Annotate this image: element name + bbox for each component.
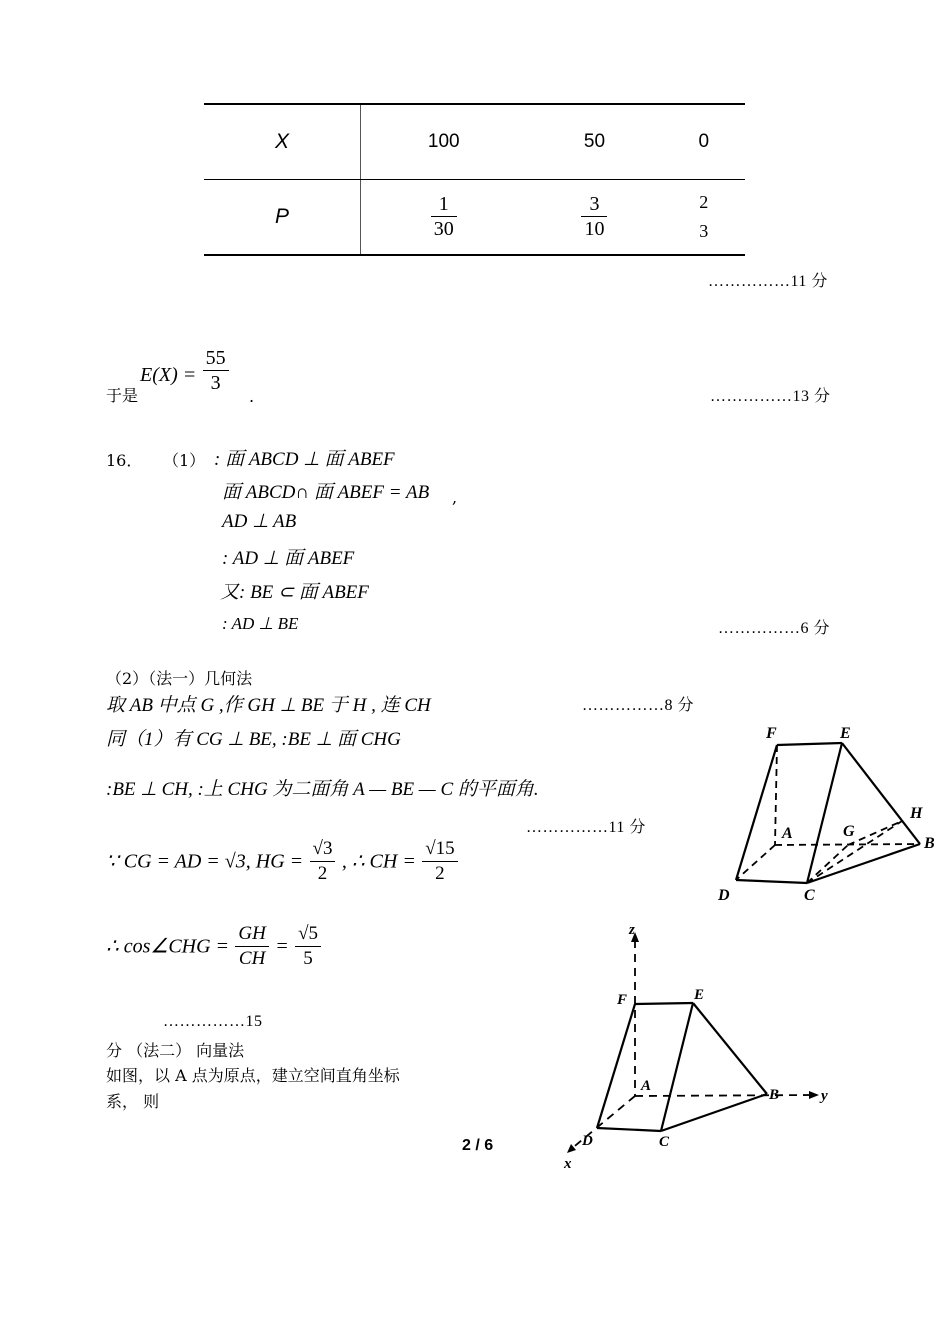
score-11-b: ……………11 分: [526, 819, 646, 836]
distribution-table: [204, 103, 745, 256]
method2-line-a: 分 （法二） 向量法: [106, 1041, 245, 1060]
proof-comma: ,: [452, 488, 458, 507]
page-number: 2 / 6: [462, 1137, 494, 1154]
cos-formula: ∴ cos∠CHG = $\frac{GH}{CH}$ = $\frac{√5}{5}$: [106, 923, 321, 971]
table-head-p: P: [204, 180, 361, 256]
proof-line-1: : 面 ABCD ⊥ 面 ABEF: [214, 449, 395, 470]
because-formula: ∵ CG = AD = √3, HG = $\frac{√3}{2}$ , ∴ CH = $\frac{√15}{2}$: [106, 838, 458, 886]
table-cell: 0: [662, 104, 745, 180]
expectation-prefix: 于是: [106, 386, 139, 405]
label-a2: A: [641, 1078, 652, 1094]
table-cell: 50: [527, 104, 663, 180]
label-c: C: [804, 887, 815, 904]
score-15: ……………15: [163, 1013, 263, 1030]
table-cell: 100: [361, 104, 527, 180]
method2-line-c: 系， 则: [106, 1092, 160, 1111]
label-d2: D: [582, 1133, 593, 1149]
proof-line-5: 又: BE ⊂ 面 ABEF: [220, 582, 369, 603]
label-h: H: [910, 805, 923, 822]
fraction: $\frac{1}{30}$: [431, 192, 457, 242]
axis-label-x: x: [564, 1156, 572, 1172]
label-b2: B: [769, 1087, 780, 1103]
proof-line-3: AD ⊥ AB: [222, 511, 297, 532]
table-cell: [662, 180, 745, 256]
method2-line-b: 如图，以 A 点为原点，建立空间直角坐标: [106, 1066, 400, 1085]
method1-line-1: 取 AB 中点 G ,作 GH ⊥ BE 于 H , 连 CH: [106, 695, 431, 716]
table-row: [204, 180, 745, 256]
label-b: B: [924, 835, 935, 852]
label-c2: C: [659, 1134, 670, 1150]
part1-label: （1）: [163, 451, 206, 470]
axis-label-z: z: [629, 922, 635, 938]
method1-line-3: :BE ⊥ CH, :上 CHG 为二面角 A — BE — C 的平面角.: [106, 779, 539, 800]
table-row: [204, 104, 745, 180]
score-8: ……………8 分: [582, 697, 695, 714]
question-number: 16．: [106, 451, 143, 470]
score-13: ……………13 分: [710, 388, 831, 405]
part2-title: （2）（法一）几何法: [106, 669, 253, 688]
method1-line-2: 同（1）有 CG ⊥ BE, :BE ⊥ 面 CHG: [106, 729, 401, 750]
proof-line-4: : AD ⊥ 面 ABEF: [222, 548, 355, 569]
expectation-suffix: .: [249, 387, 255, 406]
axis-label-y: y: [821, 1088, 828, 1104]
expectation-formula: E(X) = $\frac{55}{3}$: [140, 346, 229, 396]
label-f: F: [766, 725, 777, 742]
label-e: E: [840, 725, 851, 742]
fraction: $\frac{3}{10}$: [581, 192, 607, 242]
label-e2: E: [694, 987, 705, 1003]
score-11: ……………11 分: [708, 273, 828, 290]
score-6: ……………6 分: [718, 620, 831, 637]
label-f2: F: [617, 992, 628, 1008]
geometry-figure-1: [712, 718, 942, 908]
table-cell: [527, 180, 663, 256]
label-d: D: [718, 887, 730, 904]
table-cell: [361, 180, 527, 256]
table-head-x: X: [204, 104, 361, 180]
proof-line-6: : AD ⊥ BE: [222, 614, 299, 633]
label-a: A: [782, 825, 793, 842]
proof-line-2: 面 ABCD∩ 面 ABEF = AB: [222, 482, 430, 503]
geometry-figure-2: [555, 920, 855, 1175]
label-g: G: [843, 823, 855, 840]
fraction: 2 3: [699, 192, 709, 241]
